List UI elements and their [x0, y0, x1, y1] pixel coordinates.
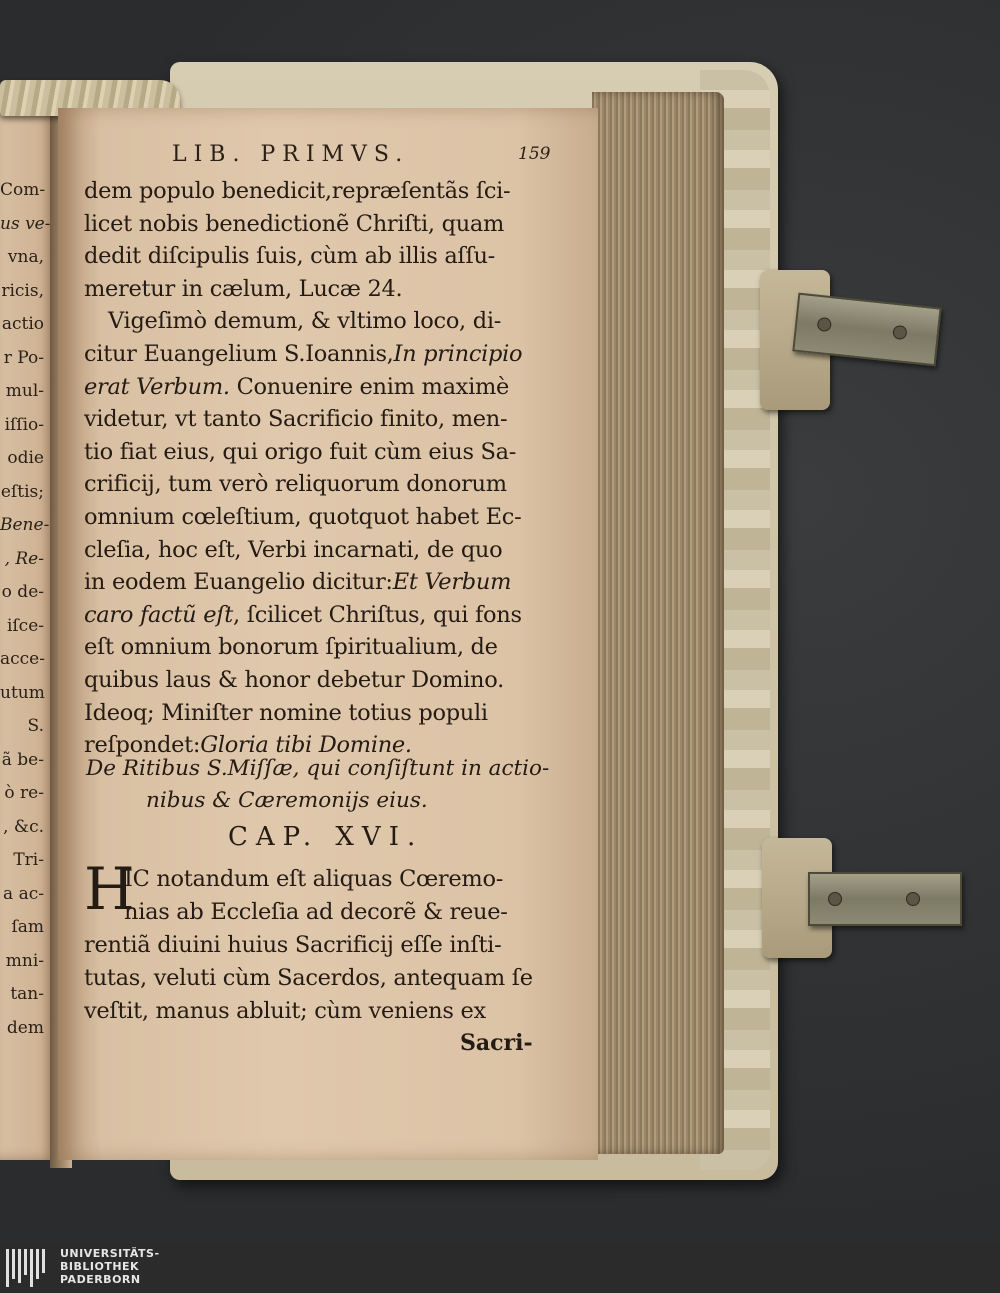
roman-text: videtur, vt tanto Sacrificio finito, men- [84, 406, 508, 433]
library-name [60, 1247, 160, 1286]
library-logo-icon [6, 1249, 50, 1287]
rivet-icon [892, 325, 907, 340]
roman-text: Vigeſimò demum, & vltimo loco, di- [108, 308, 502, 335]
text-line [84, 669, 564, 692]
text-line [84, 536, 564, 563]
text-line [84, 373, 564, 400]
left-page-text-fragment: ò re- [4, 783, 44, 803]
left-page-text-fragment: S. [27, 716, 44, 736]
library-name-line-1: UNIVERSITÄTS- [60, 1247, 160, 1260]
chapter-text-line: nias ab Eccleſia ad decorẽ & reue- [124, 899, 508, 925]
left-page-text-fragment: ricis, [1, 280, 44, 301]
left-page-text-fragment: vna, [7, 247, 44, 267]
rivet-icon [817, 317, 832, 332]
left-page-text-fragment: mul- [5, 381, 44, 401]
roman-text: dedit diſcipulis ſuis, cùm ab illis aſſu- [84, 243, 495, 270]
roman-text: dem populo benedicit,repræſentãs ſci- [84, 178, 511, 204]
text-line [84, 601, 564, 628]
text-line [84, 343, 564, 366]
italic-text: caro factũ eſt [84, 601, 233, 628]
left-page-text-fragment: o de- [1, 582, 44, 602]
left-page-text-fragment: ſam [11, 917, 44, 937]
roman-text: citur Euangelium S.Ioannis, [84, 341, 394, 367]
roman-text: omnium cœleſtium, quotquot habet Ec- [84, 504, 522, 530]
initial-letter: H [84, 855, 135, 923]
text-line [84, 636, 564, 659]
text-line [108, 310, 588, 333]
library-name-line-3: PADERBORN [60, 1273, 141, 1286]
running-head: LIB. PRIMVS. [172, 142, 410, 167]
text-line [84, 438, 564, 465]
text-line [84, 245, 564, 268]
left-page-text-fragment: Bene- [0, 515, 50, 535]
chapter-text-line: tutas, veluti cùm Sacerdos, antequam ſe [84, 965, 533, 991]
catchword: Sacri- [460, 1030, 533, 1056]
left-page-text-fragment: tan- [10, 984, 44, 1004]
left-page-text-fragment: iſſio- [4, 414, 44, 435]
roman-text: , ſcilicet Chriſtus, qui fons [232, 601, 522, 628]
footer-bar [0, 1243, 1000, 1293]
text-line [84, 506, 564, 529]
left-page-text-fragment: dem [6, 1017, 44, 1038]
chapter-text-line: rentiã diuini huius Sacrificij eſſe inſti- [84, 932, 502, 958]
italic-text: In principio [393, 341, 523, 367]
chapter-text-line: IC notandum eſt aliquas Cœremo- [124, 866, 503, 892]
page-number: 159 [518, 144, 551, 164]
roman-text: quibus laus & honor debetur Domino. [84, 667, 504, 693]
roman-text: crificij, tum verò reliquorum donorum [84, 471, 507, 498]
section-heading-line-1: De Ritibus S.Miſſæ, qui conſiſtunt in actio- [86, 756, 550, 781]
roman-text: eſt omnium bonorum ſpiritualium, de [84, 634, 498, 661]
lower-clasp-metal [808, 872, 962, 926]
text-line [84, 734, 564, 757]
left-page-text-fragment: ã be- [1, 749, 44, 770]
left-page-text-fragment: r Po- [3, 347, 44, 368]
left-page-text-fragment: odie [7, 448, 44, 468]
chapter-title: CAP. XVI. [228, 822, 424, 852]
text-line [84, 180, 564, 203]
left-page-text-fragment: us ve- [0, 213, 51, 234]
section-heading-line-2: nibus & Cæremonijs eius. [146, 788, 428, 813]
roman-text: reſpondet: [84, 732, 201, 759]
roman-text: licet nobis benedictionẽ Chriſti, quam [84, 210, 505, 237]
italic-text: Gloria tibi Domine. [200, 732, 412, 759]
left-page-text-fragment: , &c. [3, 816, 44, 837]
roman-text: in eodem Euangelio dicitur: [84, 569, 393, 596]
roman-text: cleſia, hoc eſt, Verbi incarnati, de quo [84, 536, 503, 563]
text-line [84, 571, 564, 594]
left-page-text-fragment: iſce- [6, 615, 44, 636]
italic-text: erat Verbum. [84, 373, 230, 400]
left-page-text-fragment: a ac- [3, 883, 44, 904]
left-page-text-fragment: actio [1, 314, 44, 334]
roman-text: Ideoq; Miniſter nomine totius populi [84, 699, 488, 726]
roman-text: tio fiat eius, qui origo fuit cùm eius Sa- [84, 438, 517, 465]
chapter-text-line: veſtit, manus abluit; cùm veniens ex [84, 998, 486, 1024]
rivet-icon [828, 892, 842, 906]
italic-text: Et Verbum [392, 569, 512, 596]
text-line [84, 699, 564, 726]
page-block-edges [592, 92, 724, 1154]
text-line [84, 210, 564, 237]
right-page [58, 108, 598, 1160]
text-line [84, 408, 564, 431]
text-line [84, 473, 564, 496]
text-line [84, 275, 564, 302]
rivet-icon [906, 892, 920, 906]
left-page-text-fragment: Tri- [13, 850, 44, 870]
library-name-line-2: BIBLIOTHEK [60, 1260, 140, 1273]
left-page-text-fragment: Com- [0, 180, 46, 200]
left-page-text-fragment: mni- [5, 950, 44, 971]
left-page-text-fragment: , Re- [4, 548, 44, 569]
left-page-text-fragment: acce- [0, 649, 45, 669]
roman-text: Conuenire enim maximè [229, 373, 510, 400]
left-page-text-fragment: utum [0, 682, 45, 703]
roman-text: meretur in cælum, Lucæ 24. [84, 275, 403, 302]
left-page-text-fragment: eſtis; [0, 481, 44, 502]
